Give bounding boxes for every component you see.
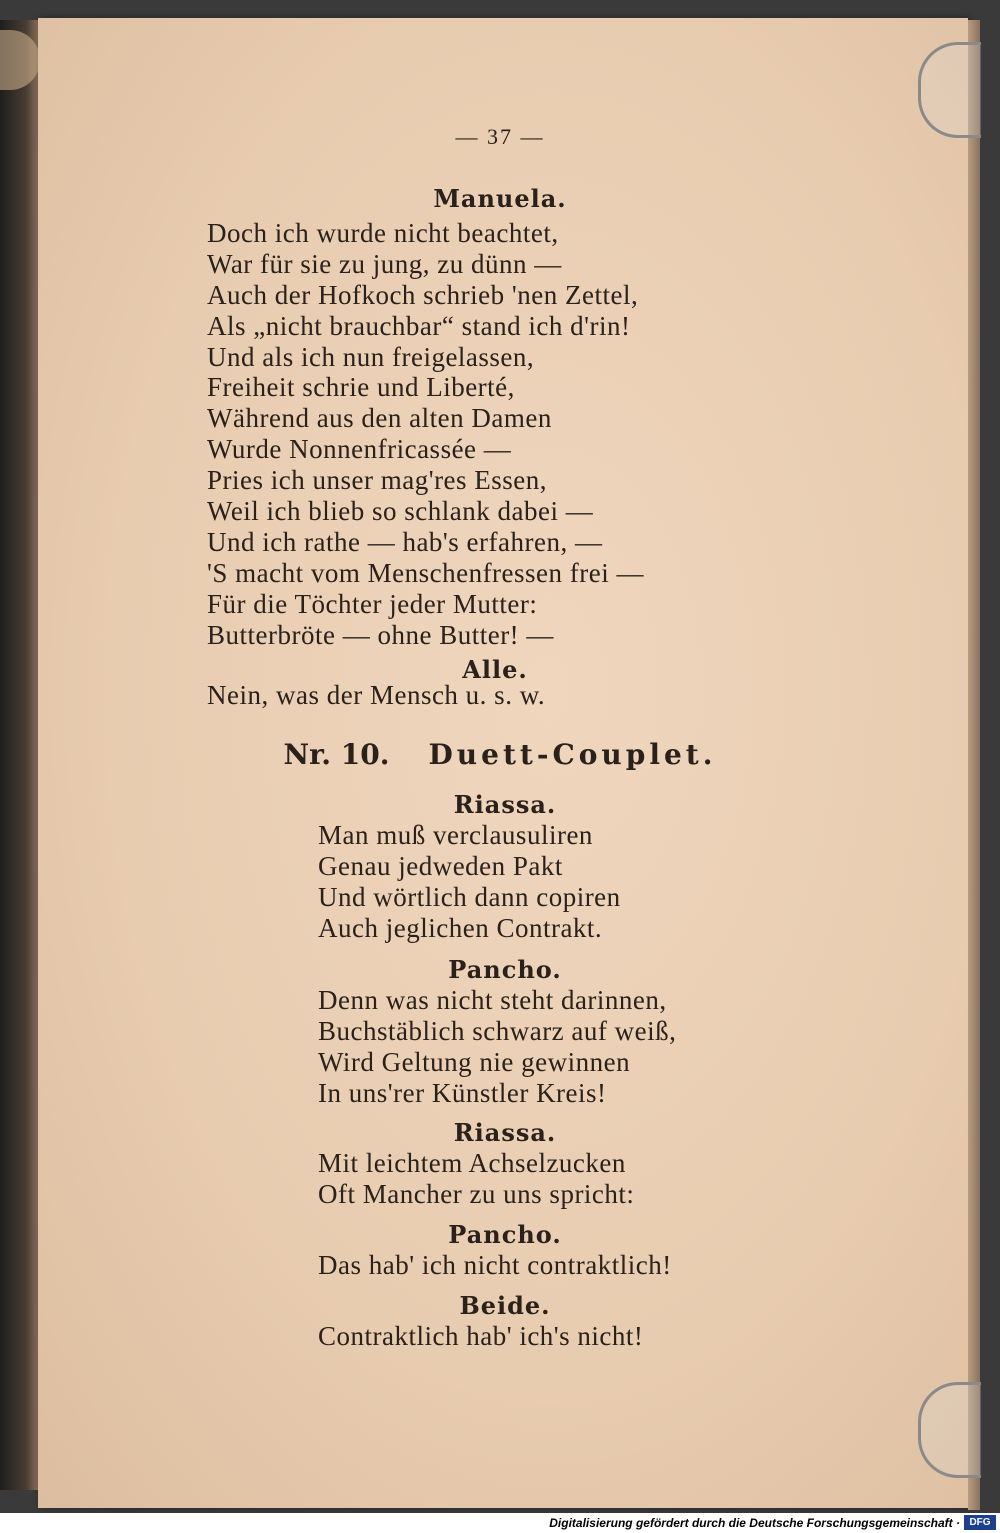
verse-line: War für sie zu jung, zu dünn — <box>207 249 562 279</box>
speaker-pancho: Pancho. <box>448 1220 562 1249</box>
verse-line: Und ich rathe — hab's erfahren, — <box>207 527 603 557</box>
funding-notice: Digitalisierung gefördert durch die Deutsche Forschungsgemeinschaft · <box>549 1516 960 1530</box>
verse-line: Denn was nicht steht darinnen, <box>318 985 667 1015</box>
footer-bar <box>0 1513 1000 1533</box>
verse-line: Oft Mancher zu uns spricht: <box>318 1179 635 1209</box>
verse-line: Buchstäblich schwarz auf weiß, <box>318 1016 677 1046</box>
speaker-beide: Beide. <box>459 1291 551 1320</box>
heading-number: Nr. 10. <box>283 738 390 771</box>
verse-line: Auch der Hofkoch schrieb 'nen Zettel, <box>207 280 639 310</box>
verse-line: Wurde Nonnenfricassée — <box>207 434 512 464</box>
verse-line: Das hab' ich nicht contraktlich! <box>318 1250 672 1280</box>
heading-title: Duett-Couplet. <box>428 738 717 771</box>
speaker-alle: Alle. <box>462 655 528 684</box>
verse-line: Als „nicht brauchbar“ stand ich d'rin! <box>207 311 631 341</box>
speaker-riassa: Riassa. <box>453 1118 557 1147</box>
verse-line: Und wörtlich dann copiren <box>318 882 621 912</box>
verse-line: Und als ich nun freigelassen, <box>207 342 535 372</box>
verse-line: Man muß verclausuliren <box>318 820 593 850</box>
verse-line: Doch ich wurde nicht beachtet, <box>207 218 559 248</box>
verse-line: Genau jedweden Pakt <box>318 851 563 881</box>
dfg-logo: DFG <box>964 1515 996 1530</box>
verse-line: Pries ich unser mag'res Essen, <box>207 465 548 495</box>
speaker-manuela: Manuela. <box>433 184 567 213</box>
verse-line: Wird Geltung nie gewinnen <box>318 1047 631 1077</box>
verse-line: Auch jeglichen Contrakt. <box>318 913 603 943</box>
verse-line: Butterbröte — ohne Butter! — <box>207 620 554 650</box>
speaker-pancho: Pancho. <box>448 955 562 984</box>
verse-line: In uns'rer Künstler Kreis! <box>318 1078 607 1108</box>
page-number: — 37 — <box>455 124 545 149</box>
verse-line: Freiheit schrie und Liberté, <box>207 372 515 402</box>
verse-line: 'S macht vom Menschenfressen frei — <box>207 558 645 588</box>
verse-line: Während aus den alten Damen <box>207 403 552 433</box>
section-heading <box>0 738 1000 771</box>
verse-line: Nein, was der Mensch u. s. w. <box>207 680 546 710</box>
verse-line: Contraktlich hab' ich's nicht! <box>318 1321 644 1351</box>
verse-line: Weil ich blieb so schlank dabei — <box>207 496 594 526</box>
verse-line: Mit leichtem Achselzucken <box>318 1148 626 1178</box>
verse-line: Für die Töchter jeder Mutter: <box>207 589 538 619</box>
speaker-riassa: Riassa. <box>453 790 557 819</box>
